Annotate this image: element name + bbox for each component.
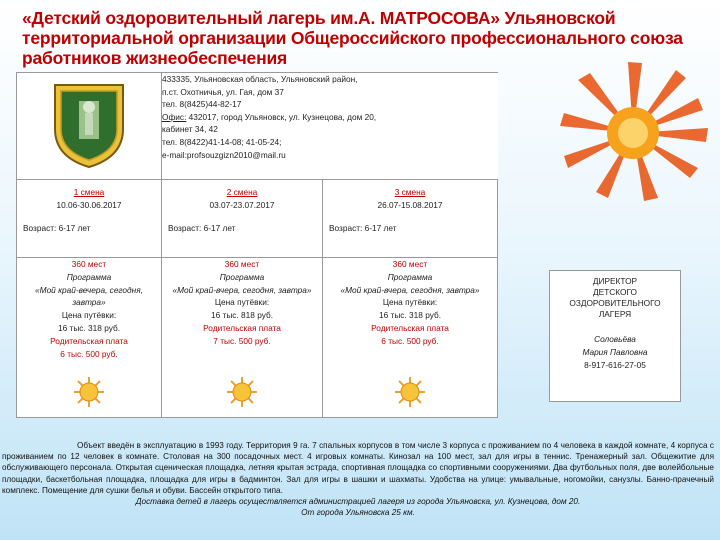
price-label: Цена путёвки:: [61, 310, 117, 321]
parent-fee-label: Родительская плата: [371, 322, 449, 333]
places: 360 мест: [71, 259, 107, 269]
director-card: [549, 270, 681, 402]
price: 16 тыс. 818 руб.: [210, 310, 274, 321]
shift-age: Возраст: 6-17 лет: [329, 223, 397, 233]
shift-age: Возраст: 6-17 лет: [23, 223, 91, 233]
shift-2-cell: [162, 180, 323, 258]
director-title: ОЗДОРОВИТЕЛЬНОГО: [569, 298, 661, 308]
sun-badge-icon: [394, 376, 426, 408]
sunburst-logo: [548, 58, 718, 208]
sun-badge-icon: [73, 376, 105, 408]
sun-badge-icon: [226, 376, 258, 408]
contacts-block: [162, 73, 498, 180]
email-line: e-mail:profsouzgizn2010@mail.ru: [162, 149, 286, 160]
title-prefix: «Детский оздоровительный лагерь им.А. МАТРОСОВА»: [22, 8, 500, 28]
office-phone: тел. 8(8422)41-14-08; 41-05-24;: [162, 136, 282, 147]
price: 16 тыс. 318 руб.: [378, 310, 442, 321]
program-name: «Мой край-вчера, сегодня, завтра»: [172, 284, 312, 295]
program-3-cell: [323, 258, 498, 418]
program-2-cell: [162, 258, 323, 418]
shift-age: Возраст: 6-17 лет: [168, 223, 236, 233]
description-block: [2, 440, 714, 518]
address-line: 433335, Ульяновская область, Ульяновский район,: [162, 74, 358, 84]
parent-fee: 6 тыс. 500 руб.: [381, 335, 439, 346]
shift-3-cell: [323, 180, 498, 258]
emblem-cell: [17, 73, 162, 180]
price: 16 тыс. 318 руб.: [57, 322, 121, 333]
transport-note: Доставка детей в лагерь осуществляется администрацией лагеря из города Ульяновска, ул. Кузнецова, дом 20.: [135, 497, 581, 507]
camp-emblem-icon: [49, 79, 129, 171]
shift-name: 2 смена: [226, 187, 258, 197]
parent-fee: 7 тыс. 500 руб.: [213, 335, 271, 346]
director-title: ДИРЕКТОР: [592, 276, 638, 286]
distance-note: От города Ульяновска 25 км.: [301, 508, 415, 518]
places: 360 мест: [224, 259, 260, 269]
office-room: кабинет 34, 42: [162, 124, 218, 135]
price-label: Цена путёвки:: [382, 297, 438, 308]
program-label: Программа: [219, 271, 265, 282]
office-label: Офис:: [162, 111, 187, 122]
program-name: «Мой край-вчера, сегодня, завтра»: [340, 284, 480, 295]
page-title: [22, 8, 702, 68]
director-phone: 8-917-616-27-05: [584, 360, 646, 370]
places: 360 мест: [392, 259, 428, 269]
shift-dates: 10.06-30.06.2017: [56, 200, 122, 210]
office-address: 432017, город Ульяновск, ул. Кузнецова, дом 20,: [186, 111, 377, 122]
parent-fee: 6 тыс. 500 руб.: [60, 348, 118, 359]
parent-fee-label: Родительская плата: [50, 335, 128, 346]
parent-fee-label: Родительская плата: [203, 322, 281, 333]
director-title: ЛАГЕРЯ: [598, 309, 632, 319]
shift-dates: 26.07-15.08.2017: [377, 200, 443, 210]
shift-name: 3 смена: [394, 187, 426, 197]
settlement-line: п.ст. Охотничья, ул. Гая, дом 37: [162, 86, 284, 97]
program-name: «Мой край-вечера, сегодня, завтра»: [35, 284, 143, 308]
director-surname: Соловьёва: [594, 334, 636, 344]
phone-line: тел. 8(8425)44-82-17: [162, 99, 242, 110]
director-name: Мария Павловна: [582, 347, 648, 357]
director-title: ДЕТСКОГО: [593, 287, 637, 297]
title-rest: Ульяновской территориальной организации Общероссийского профессионального союза работников жизнеобеспечения: [22, 8, 683, 68]
shift-1-cell: [17, 180, 162, 258]
program-label: Программа: [66, 271, 112, 282]
shift-name: 1 смена: [73, 187, 105, 197]
program-label: Программа: [387, 271, 433, 282]
program-1-cell: [17, 258, 162, 418]
price-label: Цена путёвки:: [214, 297, 270, 308]
shift-dates: 03.07-23.07.2017: [209, 200, 275, 210]
camp-info-table: [16, 72, 498, 418]
description-text: Объект введён в эксплуатацию в 1993 году. Территория 9 га. 7 спальных корпусов в том числе 3 корпуса с проживанием по 4 человека в каждой комнате, 4 корпуса с проживанием по 12 человек в комнате. Столовая на 300 посадочных мест. 4 игровых комнаты. Кинозал на 100 мест, зал для игры в теннис. Тренажерный зал. Общежитие для обслуживающего персонала. Открытая сценическая площадка, летняя крытая эстрада, спортивная площадка со спортивными сооружениями. Два футбольных поля, две волейбольные площадки, баскетбольная площадка, площадка для игры в бадминтон. Зал для игры в шашки и шахматы. Удобства на улице: умывальные, ногомойки, санузлы. Банно-прачечный комплекс. Помещение для сушки белья и обуви. Бассейн открытого типа.: [2, 441, 714, 495]
